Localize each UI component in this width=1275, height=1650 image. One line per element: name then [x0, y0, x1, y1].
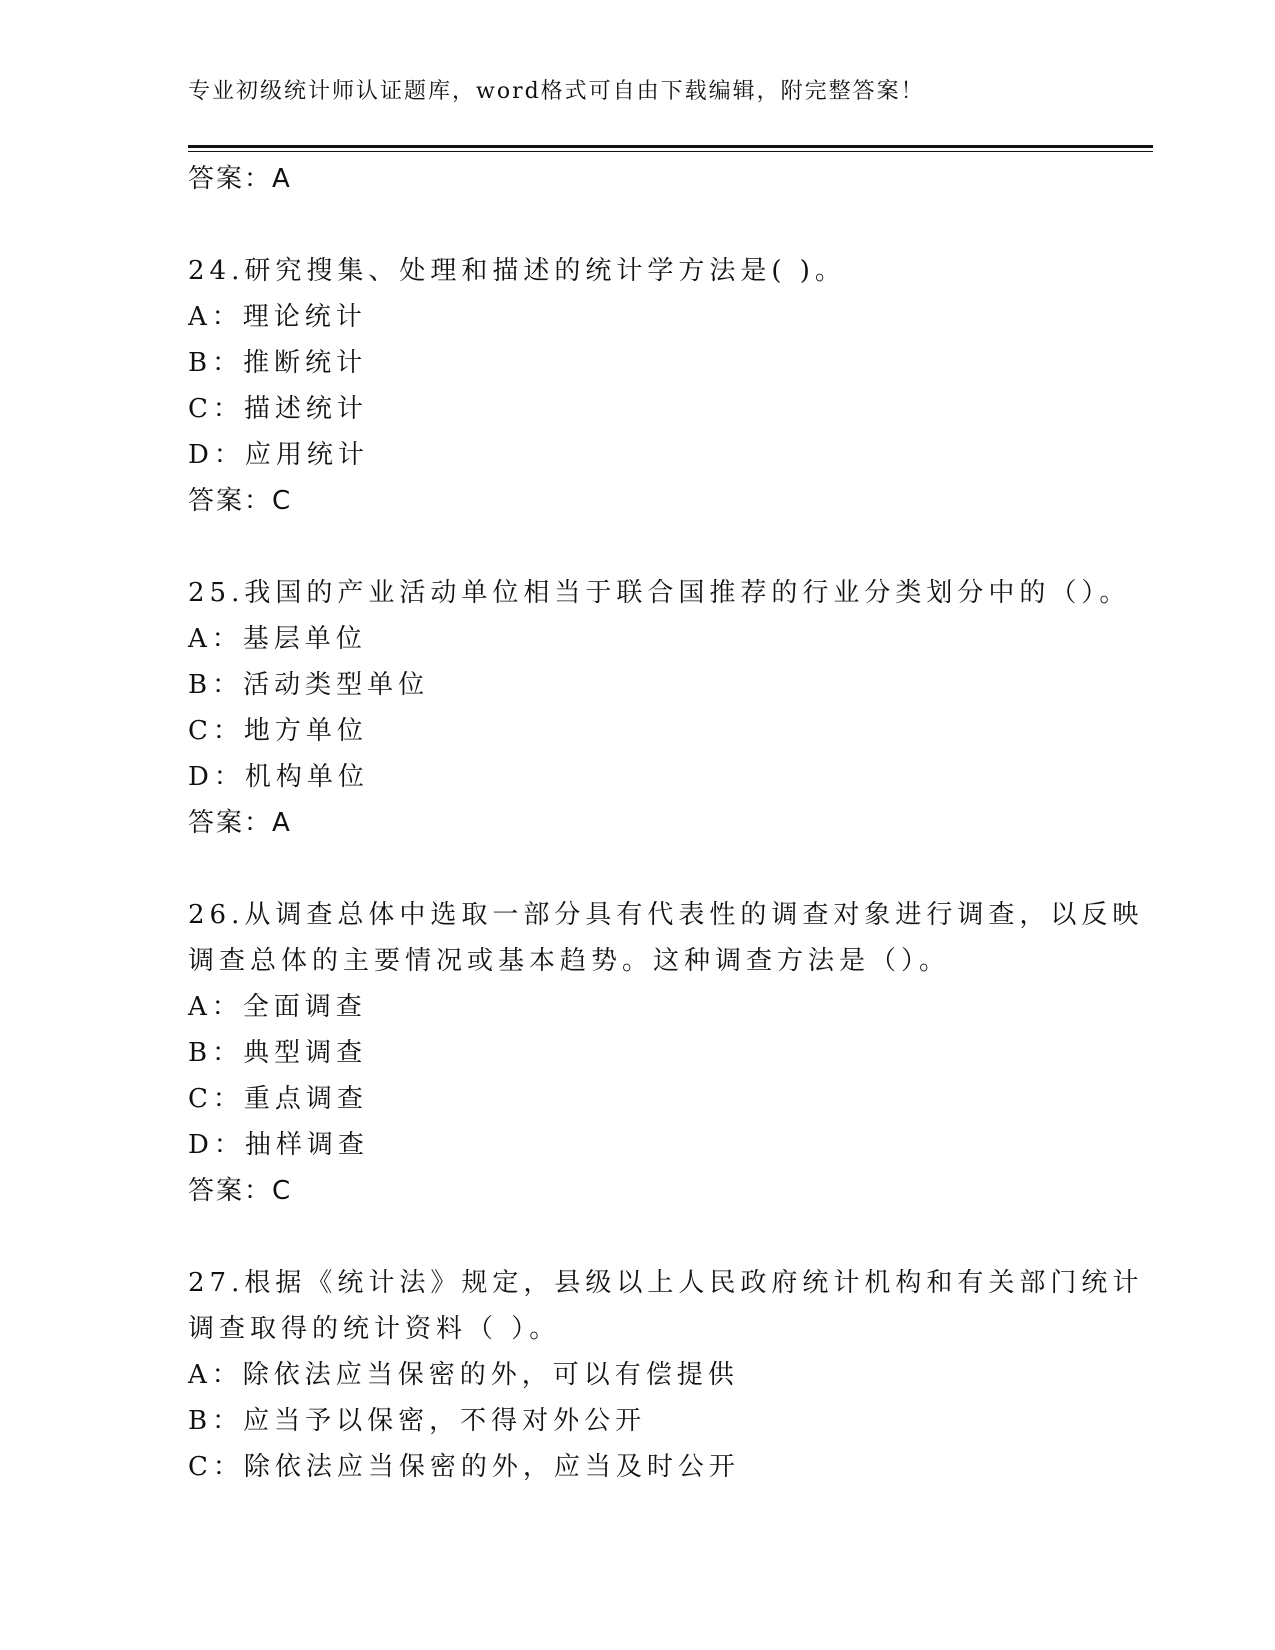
question-27 [188, 1260, 1144, 1490]
header-divider-thin [188, 151, 1153, 152]
document-content [188, 156, 1144, 1490]
answer-line: 答案：C [188, 486, 293, 516]
option-c: C：重点调查 [188, 1084, 368, 1114]
option-a: A：除依法应当保密的外，可以有偿提供 [188, 1360, 739, 1390]
question-stem: 27.根据《统计法》规定，县级以上人民政府统计机构和有关部门统计 [188, 1268, 1144, 1298]
option-a: A：全面调查 [188, 992, 367, 1022]
option-b: B：典型调查 [188, 1038, 368, 1068]
option-d: D：应用统计 [188, 440, 369, 470]
answer-line: 答案：A [188, 808, 292, 838]
question-stem: 26.从调查总体中选取一部分具有代表性的调查对象进行调查，以反映 [188, 900, 1144, 930]
question-stem-continued: 调查取得的统计资料（ ）。 [188, 1314, 561, 1344]
question-26 [188, 892, 1144, 1214]
question-24 [188, 248, 1088, 524]
option-d: D：机构单位 [188, 762, 369, 792]
option-d: D：抽样调查 [188, 1130, 369, 1160]
option-b: B：应当予以保密，不得对外公开 [188, 1406, 647, 1436]
question-stem: 24.研究搜集、处理和描述的统计学方法是( )。 [188, 256, 846, 286]
answer-line: 答案：A [188, 164, 292, 194]
question-25 [188, 570, 1131, 846]
header-divider [188, 145, 1153, 148]
option-b: B：活动类型单位 [188, 670, 430, 700]
question-stem: 25.我国的产业活动单位相当于联合国推荐的行业分类划分中的（）。 [188, 578, 1131, 608]
page-header: 专业初级统计师认证题库，word格式可自由下载编辑，附完整答案！ [188, 79, 925, 104]
option-a: A：理论统计 [188, 302, 367, 332]
option-c: C：除依法应当保密的外，应当及时公开 [188, 1452, 740, 1482]
option-a: A：基层单位 [188, 624, 367, 654]
option-c: C：地方单位 [188, 716, 368, 746]
option-b: B：推断统计 [188, 348, 368, 378]
question-stem-continued: 调查总体的主要情况或基本趋势。这种调查方法是（）。 [188, 946, 951, 976]
option-c: C：描述统计 [188, 394, 368, 424]
answer-line: 答案：C [188, 1176, 293, 1206]
